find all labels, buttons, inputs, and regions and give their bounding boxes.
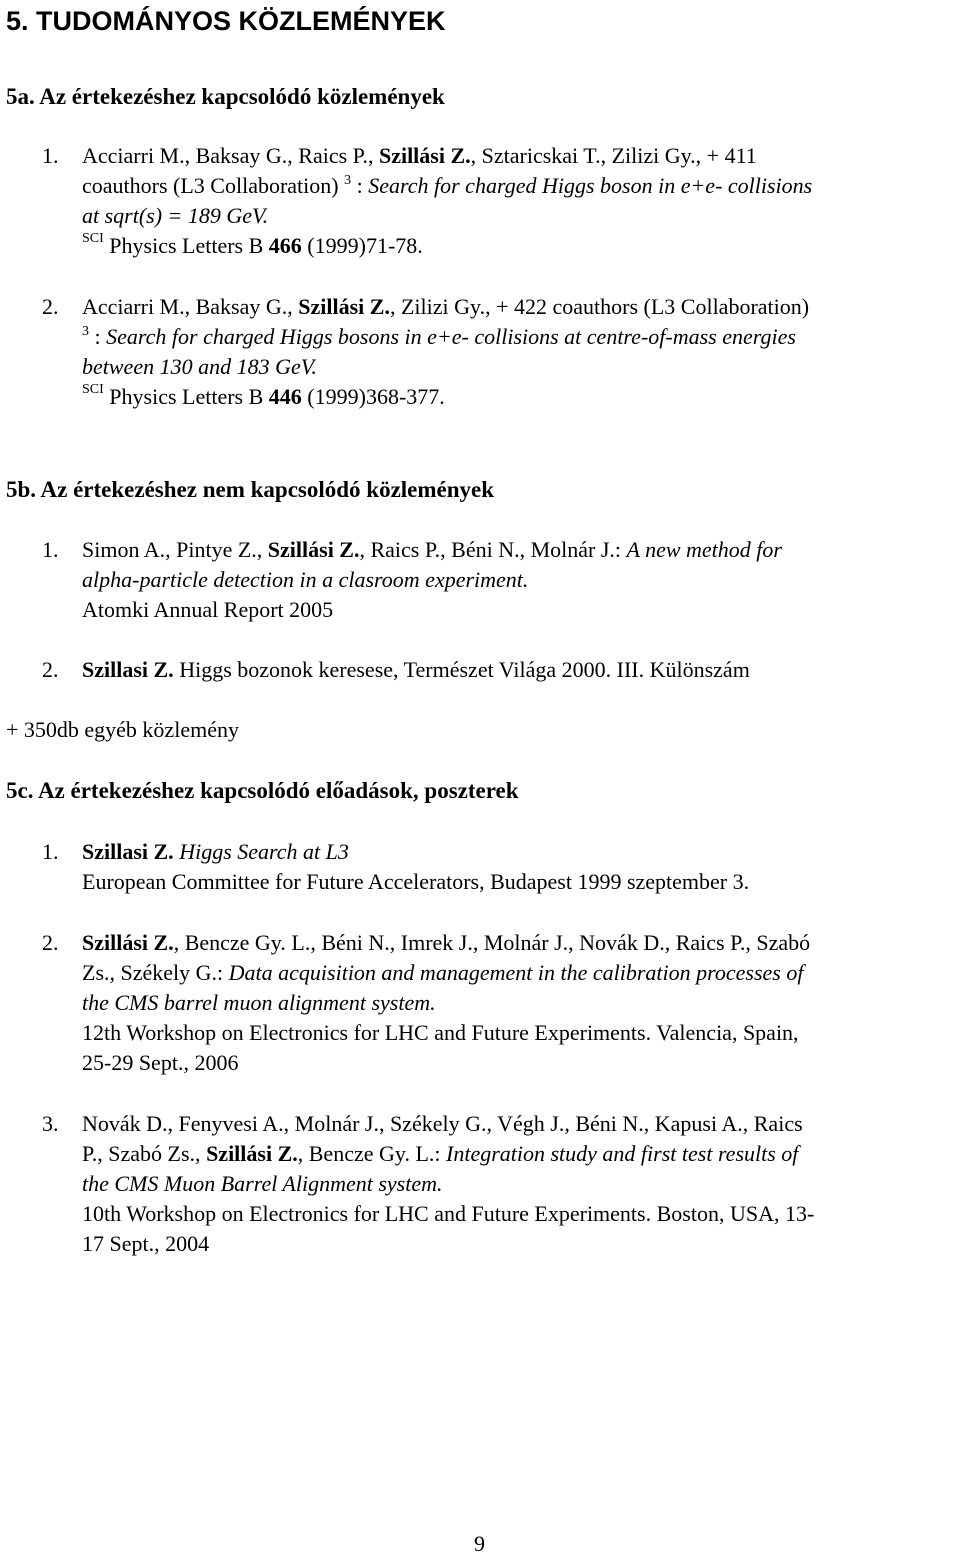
coauthors-text: coauthors (L3 Collaboration) xyxy=(82,173,345,198)
paper-title: Search for charged Higgs boson in e+e- collisions xyxy=(368,173,813,198)
talk-title: Data acquisition and management in the calibration processes of xyxy=(228,960,804,985)
venue-line: European Committee for Future Accelerators, Budapest 1999 szeptember 3. xyxy=(82,869,750,894)
separator: : xyxy=(89,324,107,349)
talk-title: Higgs Search at L3 xyxy=(173,839,349,864)
authors: Acciarri M., Baksay G., Raics P., xyxy=(82,143,379,168)
authors-rest: , Bencze Gy. L.: xyxy=(297,1141,446,1166)
highlighted-author: Szillási Z. xyxy=(206,1141,298,1166)
page-number: 9 xyxy=(474,1531,485,1556)
authors: Simon A., Pintye Z., xyxy=(82,537,268,562)
title-line xyxy=(82,958,960,988)
paper-title-cont: at sqrt(s) = 189 GeV. xyxy=(82,203,269,228)
title-line-2 xyxy=(82,1169,960,1199)
item-number: 1. xyxy=(42,143,59,168)
highlighted-author: Szillási Z. xyxy=(378,143,471,168)
venue-line: 12th Workshop on Electronics for LHC and Future Experiments. Valencia, Spain, xyxy=(82,1020,799,1045)
subsection-5c-title: 5c. Az értekezéshez kapcsolódó előadások, poszterek xyxy=(6,778,519,803)
separator: : xyxy=(351,173,369,198)
journal-volume: 446 xyxy=(268,384,302,409)
entry-line xyxy=(82,655,960,685)
journal-volume: 466 xyxy=(268,233,302,258)
venue-line: Atomki Annual Report 2005 xyxy=(82,597,334,622)
highlighted-author: Szillasi Z. xyxy=(82,839,174,864)
talk-5c-1 xyxy=(42,837,960,897)
talk-5c-2 xyxy=(42,928,960,1078)
paper-title-cont: alpha-particle detection in a clasroom experiment. xyxy=(82,567,529,592)
venue-line: 10th Workshop on Electronics for LHC and Future Experiments. Boston, USA, 13- xyxy=(82,1201,815,1226)
sci-mark: SCI xyxy=(82,231,104,246)
talk-title-cont: the CMS Muon Barrel Alignment system. xyxy=(82,1171,443,1196)
publication-5b-2 xyxy=(42,655,960,685)
item-number: 3. xyxy=(42,1111,59,1136)
talk-title: Integration study and first test results of xyxy=(446,1141,799,1166)
title-line xyxy=(82,1139,960,1169)
superscript: 3 xyxy=(82,324,89,339)
journal-name: Physics Letters B xyxy=(103,233,269,258)
paper-title: Search for charged Higgs bosons in e+e- collisions at centre-of-mass energies xyxy=(106,324,796,349)
journal-line xyxy=(82,382,960,412)
journal-pages: (1999)71-78. xyxy=(301,233,423,258)
publication-5b-1 xyxy=(42,535,960,625)
title-line xyxy=(82,322,960,352)
authors-rest: , Zilizi Gy., + 422 coauthors (L3 Collaboration) xyxy=(389,294,810,319)
paper-title: A new method for xyxy=(626,537,782,562)
highlighted-author: Szillási Z. xyxy=(298,294,390,319)
publication-5a-2 xyxy=(42,292,960,322)
title-line-2 xyxy=(82,988,960,1018)
title-line xyxy=(82,171,960,201)
highlighted-author: Szillási Z. xyxy=(82,930,174,955)
superscript: 3 xyxy=(344,173,352,188)
talk-title-cont: the CMS barrel muon alignment system. xyxy=(82,990,436,1015)
talk-5c-3 xyxy=(42,1109,960,1259)
item-number: 1. xyxy=(42,537,59,562)
subsection-5a-title: 5a. Az értekezéshez kapcsolódó közlemények xyxy=(6,84,445,109)
title-line xyxy=(82,837,960,867)
authors-rest: , Sztaricskai T., Zilizi Gy., + 411 xyxy=(470,143,757,168)
journal-pages: (1999)368-377. xyxy=(301,384,445,409)
item-number: 1. xyxy=(42,839,59,864)
item-number: 2. xyxy=(42,657,59,682)
other-publications: + 350db egyéb közlemény xyxy=(6,717,239,742)
item-number: 2. xyxy=(42,930,59,955)
authors-line xyxy=(82,141,960,171)
authors-rest: , Raics P., Béni N., Molnár J.: xyxy=(359,537,627,562)
highlighted-author: Szillasi Z. xyxy=(82,657,174,682)
venue-date-line: 25-29 Sept., 2006 xyxy=(82,1050,239,1075)
paper-title-cont: between 130 and 183 GeV. xyxy=(82,354,317,379)
journal-line xyxy=(82,231,960,261)
authors-line xyxy=(82,928,960,958)
subsection-5b-title: 5b. Az értekezéshez nem kapcsolódó közlemények xyxy=(6,477,495,502)
authors-line xyxy=(82,535,960,565)
venue-date-line: 17 Sept., 2004 xyxy=(82,1231,210,1256)
journal-name: Physics Letters B xyxy=(103,384,269,409)
authors-rest: , Bencze Gy. L., Béni N., Imrek J., Molnár J., Novák D., Raics P., Szabó xyxy=(173,930,811,955)
title-line-2 xyxy=(82,565,960,595)
authors-line xyxy=(82,292,960,322)
highlighted-author: Szillási Z. xyxy=(267,537,360,562)
publication-5a-1 xyxy=(42,141,960,261)
title-line-2 xyxy=(82,352,960,382)
authors-end: Zs., Székely G.: xyxy=(82,960,229,985)
publication-5a-2-cont xyxy=(82,322,960,412)
authors-line: Novák D., Fenyvesi A., Molnár J., Székely G., Végh J., Béni N., Kapusi A., Raics xyxy=(82,1111,803,1136)
authors: Acciarri M., Baksay G., xyxy=(82,294,299,319)
entry-text: Higgs bozonok keresese, Természet Világa 2000. III. Különszám xyxy=(173,657,750,682)
title-line-2 xyxy=(82,201,960,231)
section-title: 5. TUDOMÁNYOS KÖZLEMÉNYEK xyxy=(6,6,446,36)
sci-mark: SCI xyxy=(82,382,104,397)
item-number: 2. xyxy=(42,294,59,319)
authors-end: P., Szabó Zs., xyxy=(82,1141,207,1166)
